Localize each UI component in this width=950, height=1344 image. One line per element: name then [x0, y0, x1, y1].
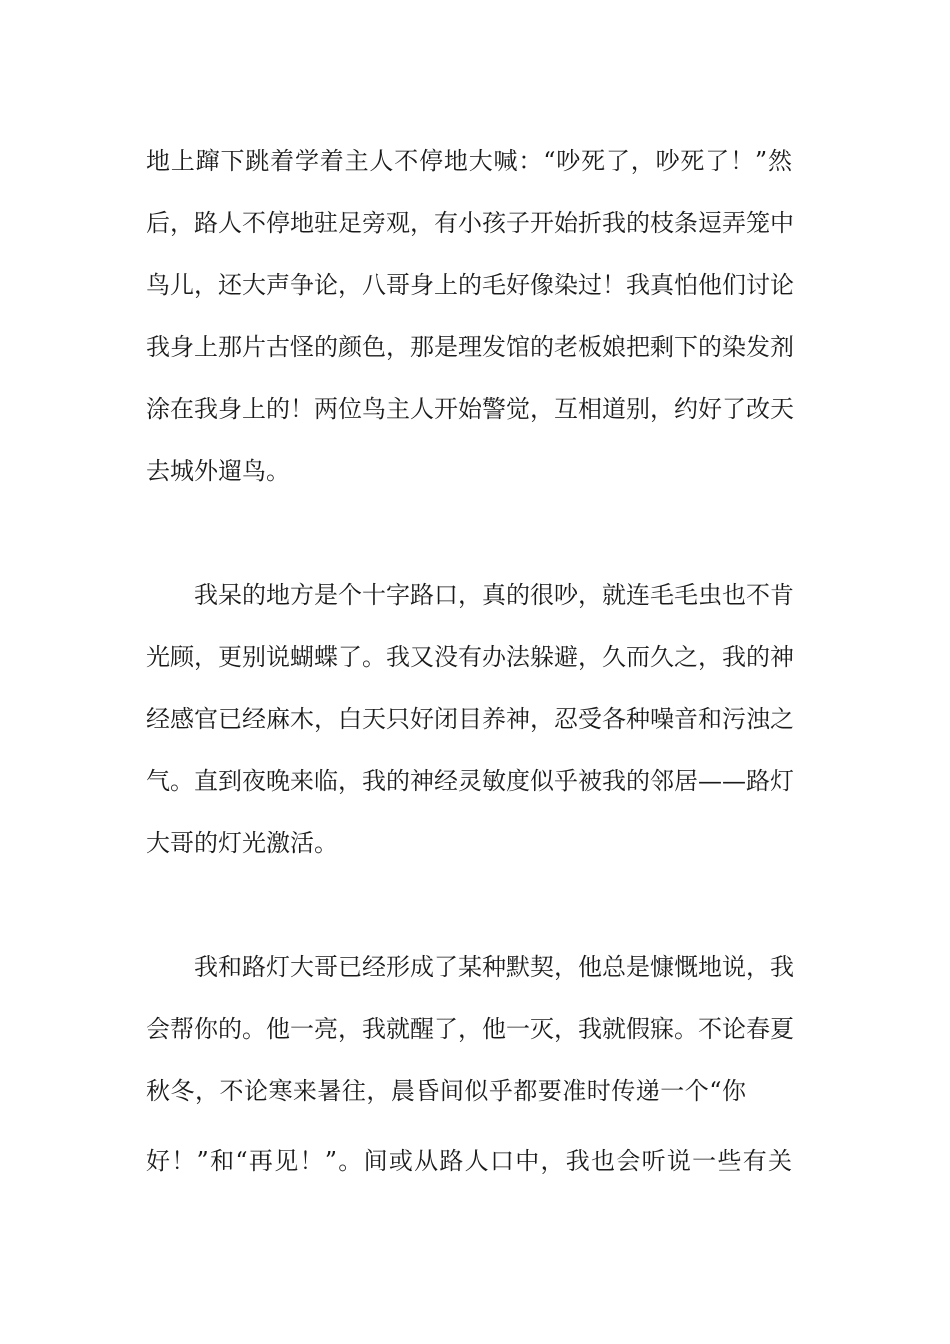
text-line: 秋冬，不论寒来暑往，晨昏间似乎都要准时传递一个“你	[146, 1077, 746, 1105]
text-line: 大哥的灯光激活。	[146, 829, 338, 857]
text-line: 涂在我身上的！两位鸟主人开始警觉，互相道别，约好了改天	[146, 395, 794, 423]
paragraph-first-line: 我和路灯大哥已经形成了某种默契，他总是慷慨地说，我	[194, 953, 794, 981]
text-line: 经感官已经麻木，白天只好闭目养神，忍受各种噪音和污浊之	[146, 705, 794, 733]
text-line: 好！”和“再见！”。间或从路人口中，我也会听说一些有关	[146, 1147, 792, 1175]
text-line: 地上蹿下跳着学着主人不停地大喊：“吵死了，吵死了！”然	[146, 147, 792, 175]
text-line: 后，路人不停地驻足旁观，有小孩子开始折我的枝条逗弄笼中	[146, 209, 794, 237]
text-line: 我身上那片古怪的颜色，那是理发馆的老板娘把剩下的染发剂	[146, 333, 794, 361]
text-line: 会帮你的。他一亮，我就醒了，他一灭，我就假寐。不论春夏	[146, 1015, 794, 1043]
text-line: 鸟儿，还大声争论，八哥身上的毛好像染过！我真怕他们讨论	[146, 271, 794, 299]
text-line: 光顾，更别说蝴蝶了。我又没有办法躲避，久而久之，我的神	[146, 643, 794, 671]
text-line: 去城外遛鸟。	[146, 457, 290, 485]
text-line: 气。直到夜晚来临，我的神经灵敏度似乎被我的邻居——路灯	[146, 767, 794, 795]
paragraph-first-line: 我呆的地方是个十字路口，真的很吵，就连毛毛虫也不肯	[194, 581, 794, 609]
